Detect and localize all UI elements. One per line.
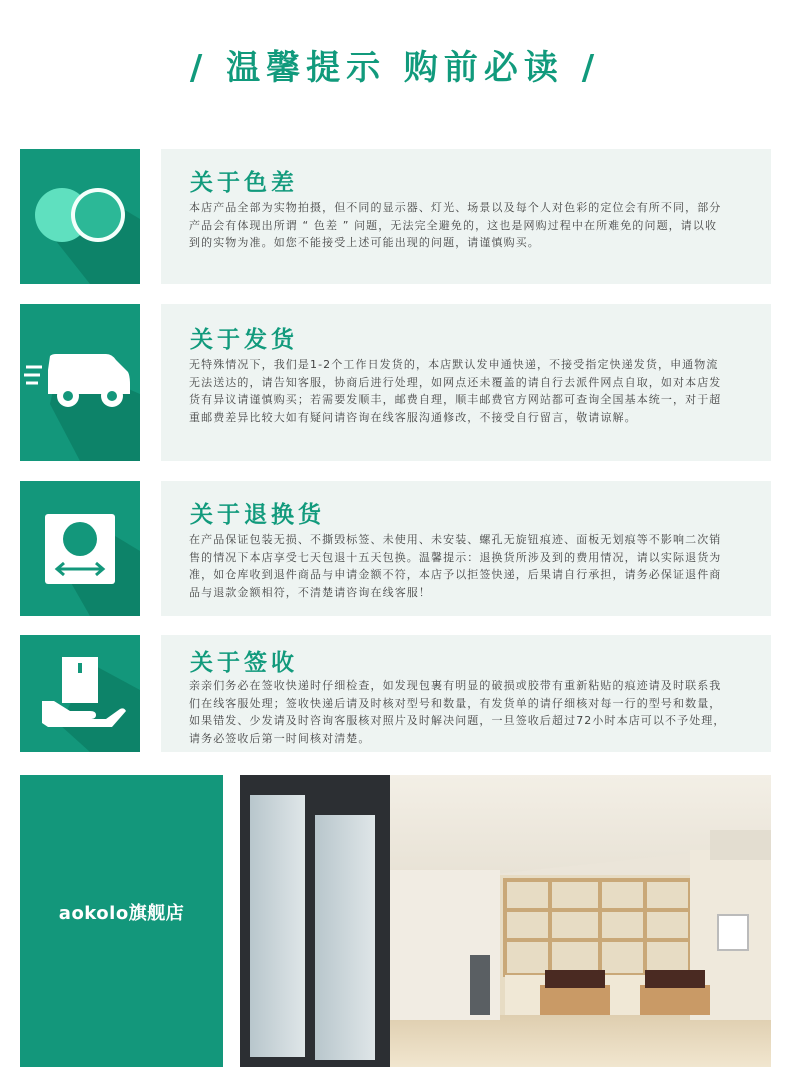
- section-color-difference: [161, 149, 771, 284]
- brand-banner: [20, 775, 223, 1067]
- section-title: 关于退换货: [190, 502, 325, 528]
- section-title: 关于签收: [190, 650, 298, 676]
- brand-name: aokolo旗舰店: [58, 903, 185, 924]
- color-circles-icon: [20, 149, 140, 284]
- section-body: 在产品保证包装无损、不撕毁标签、未使用、未安装、螺孔无旋钮痕迹、面板无划痕等不影响二次销售的情况下本店享受七天包退十五天包换。温馨提示：退换货所涉及到的费用情况，请以实际退货为准，如仓库收到退件商品与申请金额不符，本店予以拒签快递，后果请自行承担，请务必保证退件商品与退款金额相符，不清楚请咨询在线客服！: [189, 533, 722, 599]
- section-receipt: [161, 635, 771, 752]
- return-exchange-icon: [20, 481, 140, 616]
- hand-package-icon: [20, 635, 140, 752]
- section-icon-box-receipt: [20, 635, 140, 752]
- section-icon-box-returns: [20, 481, 140, 616]
- section-shipping: [161, 304, 771, 461]
- section-body: 亲亲们务必在签收快递时仔细检查，如发现包裹有明显的破损或胶带有重新粘贴的痕迹请及时联系我们在线客服处理；签收快递后请及时核对型号和数量，有发货单的请仔细核对每一行的型号和数量，如果错发、少发请及时咨询客服核对照片及时解决问题，一旦签收后超过72小时本店可以不予处理，请务必签收后第一时间核对清楚。: [189, 679, 726, 745]
- section-icon-box-shipping: [20, 304, 140, 461]
- section-icon-box-color: [20, 149, 140, 284]
- section-title: 关于发货: [190, 327, 298, 353]
- living-room-photo: [240, 775, 771, 1067]
- section-body: 本店产品全部为实物拍摄，但不同的显示器、灯光、场景以及每个人对色彩的定位会有所不同，部分产品会有体现出所谓 “ 色差 ” 问题，无法完全避免的，这也是网购过程中在所难免的问题，请以收到的实物为准。如您不能接受上述可能出现的问题，请谨慎购买。: [189, 201, 722, 249]
- page-title: / 温馨提示 购前必读 /: [189, 48, 601, 88]
- delivery-truck-icon: [20, 304, 140, 461]
- section-returns: [161, 481, 771, 616]
- section-title: 关于色差: [190, 170, 298, 196]
- section-body: 无特殊情况下，我们是1-2个工作日发货的，本店默认发申通快递，不接受指定快递发货，申通物流无法送达的，请告知客服，协商后进行处理，如网点还未覆盖的请自行去派件网点自取，如对本店发货有异议请谨慎购买；若需要发顺丰，邮费自理，顺丰邮费官方网站都可查询全国基本统一，对于超重邮费差异比较大如有疑问请咨询在线客服沟通修改，不接受自行留言，敬请谅解。: [189, 358, 722, 424]
